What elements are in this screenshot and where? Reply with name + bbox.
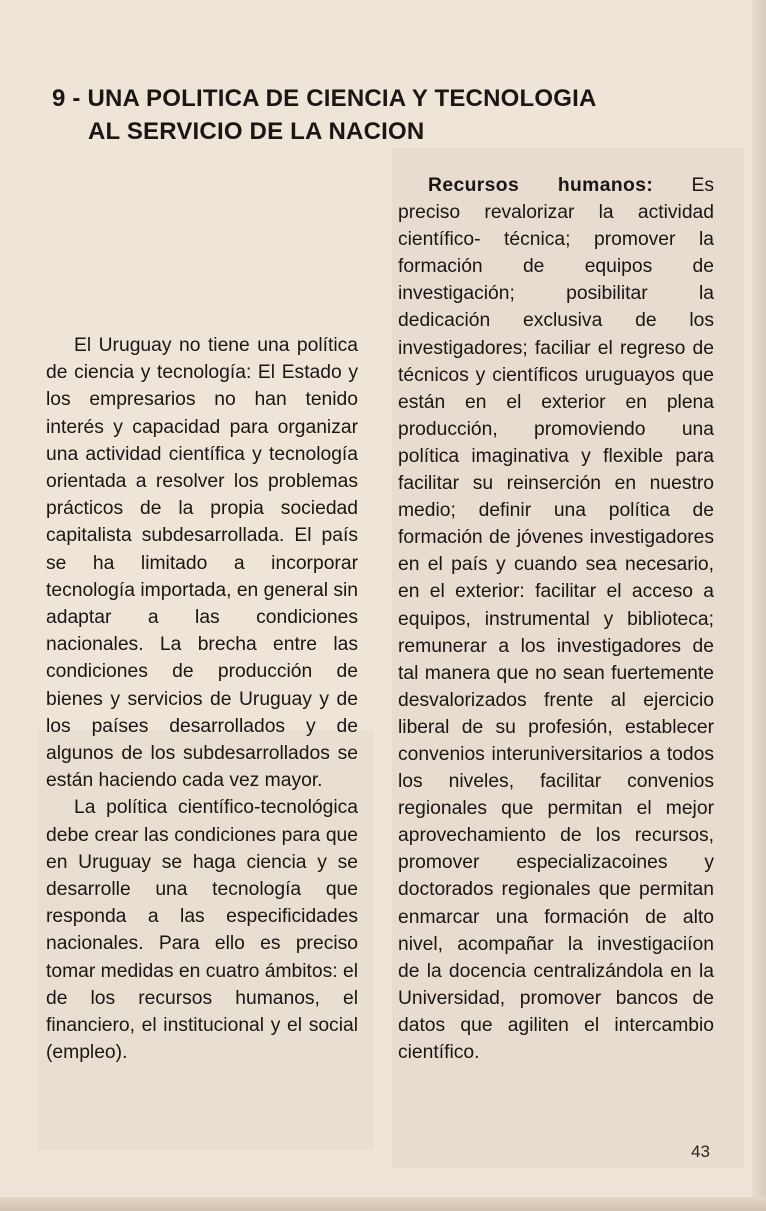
right-column [398,172,714,1066]
section-title-line2: AL SERVICIO DE LA NACION [88,118,425,145]
left-column [46,332,358,1066]
section-title-line1: 9 - UNA POLITICA DE CIENCIA Y TECNOLOGIA [52,85,597,112]
section-title [52,82,702,148]
page-edge-bottom [0,1197,766,1211]
page-edge-right [752,0,766,1211]
left-paragraph-1: El Uruguay no tiene una política de ciencia y tecnología: El Estado y los empresarios no han tenido interés y capacidad para organizar una actividad científica y tecnología orientada a resolver los problemas prácticos de la propia sociedad capitalista subdesarrollada. El país se ha limitado a incorporar tecnología importada, en general sin adaptar a las condiciones nacionales. La brecha entre las condiciones de producción de bienes y servicios de Uruguay y de los países desarrollados y de algunos de los subdesarrollados se están haciendo cada vez mayor. [46,335,358,792]
page-number: 43 [691,1142,710,1161]
left-paragraph-2: La política científico-tecnológica debe crear las condiciones para que en Uruguay se haga ciencia y se desarrolle una tecnología que responda a las especificidades nacionales. Para ello es preciso tomar medidas en cuatro ámbitos: el de los recursos humanos, el financiero, el institucional y el social (empleo). [46,797,358,1064]
right-column-body: Es preciso revalorizar la actividad científico- técnica; promover la formación de equipos de investigación; posibilitar la dedicación exclusiva de los investigadores; faciliar el regreso de técnicos y científicos uruguayos que están en el exterior en plena producción, promoviendo una política imaginativa y flexible para facilitar su reinserción en nuestro medio; definir una política de formación de jóvenes investigadores en el país y cuando sea necesario, en el exterior: facilitar el acceso a equipos, instrumental y biblioteca; remunerar a los investigadores de tal manera que no sean fuertemente desvalorizados frente al ejercicio liberal de su profesión, establecer convenios interuniversitarios a todos los niveles, facilitar convenios regionales que permitan el mejor aprovechamiento de los recursos, promover especializacoines y doctorados regionales que permitan enmarcar una formación de alto nivel, acompañar la investigaciíon de la docencia centralizándola en la Universidad, promover bancos de datos que agiliten el intercambio científico. [398,175,715,1063]
right-column-heading: Recursos humanos: [428,175,654,196]
